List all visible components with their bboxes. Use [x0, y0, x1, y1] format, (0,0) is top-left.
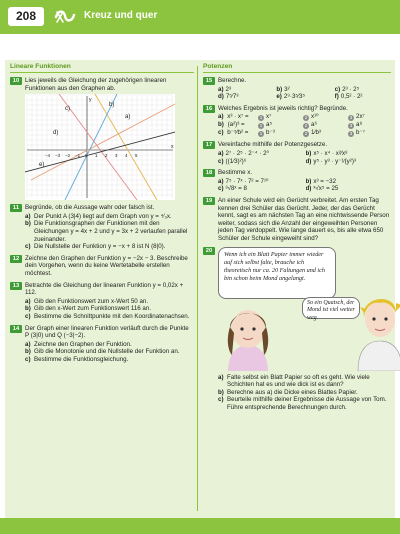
task-14: [10, 325, 194, 364]
subtask-c: c) Die Nullstelle der Funktion y = −x + 8 ist N (8|0).: [25, 243, 166, 251]
item-b: b) x³ = −32: [305, 177, 337, 185]
item-d: d) y⁵ · y³ · y⁻¹⁄(y²)³: [305, 157, 356, 165]
choice-row-b: b) (a²)³ = 1 a⁵ 2 a⁶ 3 a⁸: [218, 121, 363, 129]
task-text: An einer Schule wird ein Gerücht verbreitet. Am ersten Tag kennen drei Schüler das Gerücht. Jeder, der das Gerücht kennt, sagt es am nächsten Tag an eine nichtwissende Person weiter, sodass sich die Anzahl der eingeweihten Personen jeden Tag verdoppelt. Wie lange dauert es, bis alle etwa 650 Schüler der Schule eingeweiht sind?: [218, 196, 390, 242]
task-number: 18: [203, 169, 215, 177]
item-c: c) ((1⁄3)²)⁶: [218, 157, 247, 165]
subtask-c: c) Bestimme die Funktionsgleichung.: [25, 355, 129, 363]
choice-row-a: a) x³ · x⁷ = 1 x⁷ 2 x¹⁰ 3 2x⁷: [218, 113, 365, 121]
x-tick-label: 5: [135, 153, 138, 159]
right-column: [203, 63, 391, 415]
option-2-icon: 2: [304, 123, 308, 129]
task-15-items: [218, 86, 391, 101]
option-3-icon: 3: [349, 115, 353, 121]
footer-bar: [0, 518, 400, 534]
option-2-icon: 2: [304, 115, 308, 121]
item-f: f) 0,5² · 2²: [334, 93, 363, 101]
task-text: Bestimme x.: [218, 169, 253, 177]
item-d: d) ˣ√x⁵ = 25: [305, 185, 339, 193]
y-axis-label: y: [89, 97, 92, 104]
x-tick-label: −1: [75, 153, 81, 159]
task-text: Lies jeweils die Gleichung der zugehörigen linearen Funktionen aus den Graphen ab.: [25, 77, 167, 92]
subtask-a: a) Der Punkt A (3|4) liegt auf dem Graph von y = ⁴⁄₃x.: [25, 212, 172, 220]
x-tick-label: −4: [45, 153, 51, 159]
label-a: a): [125, 114, 131, 121]
task-18: [203, 169, 391, 193]
item-b: b) x⁵ · x⁴ · x²⁄x⁸: [305, 149, 348, 157]
subtask-a: a) Gib den Funktionswert zum x-Wert 50 an.: [25, 297, 149, 305]
item-c: c) 2³ · 2⁵: [334, 85, 360, 93]
option-3-icon: 3: [349, 131, 353, 137]
item-b: b) 3²: [276, 85, 290, 93]
label-d: d): [53, 130, 59, 137]
task-number: 13: [10, 282, 22, 290]
task-11: [10, 204, 194, 251]
page-header: [0, 0, 400, 34]
task-18-items: [218, 178, 391, 193]
task-text: Vereinfache mithilfe der Potenzgesetze.: [218, 141, 328, 149]
task-number: 10: [10, 77, 22, 85]
option-3-icon: 3: [349, 123, 353, 129]
x-axis-label: x: [171, 144, 174, 151]
task-number: 11: [10, 204, 22, 212]
subtask-c: c) Bestimme die Schnittpunkte mit den Koordinatenachsen.: [25, 312, 190, 320]
x-tick-label: 2: [105, 153, 108, 159]
task-13: [10, 282, 194, 321]
item-a: a) 2³: [218, 85, 232, 93]
task-12: [10, 255, 194, 278]
subtask-b: b) Die Funktionsgraphen der Funktionen mit den Gleichungen y = 4x + 2 und y = 3x + 2 verlaufen parallel zueinander.: [25, 220, 188, 243]
x-tick-label: −2: [65, 153, 71, 159]
task-number: 14: [10, 325, 22, 333]
item-a: a) 7⁵ · 7ˣ · 7² = 7¹⁰: [218, 177, 269, 185]
task-number: 12: [10, 255, 22, 263]
choice-row-c: c) b⁻⁵⁄b² = 1 b⁻³ 2 1⁄b³ 3 b⁻⁷: [218, 129, 365, 137]
task-number: 17: [203, 141, 215, 149]
option-1-icon: 1: [259, 123, 263, 129]
left-column: [10, 63, 194, 367]
subtask-c: c) Beurteile mithilfe deiner Ergebnisse die Aussage von Tom. Führe entsprechende Berechnungen durch.: [218, 396, 387, 411]
task-15: [203, 77, 391, 101]
task-text: Welches Ergebnis ist jeweils richtig? Begründe.: [218, 104, 348, 112]
x-tick-label: 3: [115, 153, 118, 159]
task-text: Zeichne den Graphen der Funktion y = −2x − 3. Beschreibe dein Vorgehen, wenn du keine Wertetabelle erstellen möchtest.: [25, 254, 188, 277]
subtask-a: a) Zeichne den Graphen der Funktion.: [25, 340, 132, 348]
task-16: [203, 105, 391, 138]
kreuz-und-quer-logo-icon: [54, 8, 76, 25]
x-tick-label: 4: [125, 153, 128, 159]
page-number: 208: [8, 7, 44, 26]
item-d: d) 7⁵⁄7³: [218, 93, 239, 101]
chapter-title: Kreuz und quer: [84, 10, 158, 21]
girl-illustration-icon: [218, 299, 278, 371]
task-19: [203, 197, 391, 243]
item-a: a) 2⁷ · 2⁵ · 2⁻⁴ · 2⁰: [218, 149, 269, 157]
cartoon-illustration: [218, 247, 391, 371]
speech-bubble-girl: So ein Quatsch, der Mond ist viel weiter weg.: [302, 297, 360, 319]
speech-bubble-tom: Wenn ich ein Blatt Papier immer wieder auf sich selbst falte, brauche ich theoretisch nur ca. 20 Faltungen und ich bin schon beim Mond angelangt.: [218, 247, 336, 299]
label-c: c): [65, 106, 70, 113]
task-text: Betrachte die Gleichung der linearen Funktion y = 0,02x + 112.: [25, 281, 184, 297]
function-graph: [25, 94, 175, 200]
task-10: [10, 77, 194, 200]
x-tick-label: 0: [85, 153, 88, 159]
subtask-b: b) Berechne aus a) die Dicke eines Blattes Papier.: [218, 388, 358, 396]
column-divider: [197, 66, 198, 511]
task-text: Der Graph einer linearen Funktion verläuft durch die Punkte P (3|0) und Q (−3|−2).: [25, 324, 189, 340]
item-c: c) ³√8ˣ = 8: [218, 185, 247, 193]
task-number: 19: [203, 197, 215, 205]
task-20: [203, 247, 391, 412]
section-heading-potenzen: Potenzen: [203, 63, 391, 73]
subtask-b: b) Gib den x-Wert zum Funktionswert 116 an.: [25, 305, 152, 313]
x-tick-label: −3: [55, 153, 61, 159]
item-e: e) 2⁹·3⁵⁄3⁵: [276, 93, 306, 101]
task-number: 15: [203, 77, 215, 85]
task-text: Berechne.: [218, 77, 247, 84]
task-17-items: [218, 150, 391, 165]
section-heading-lineare-funktionen: Lineare Funktionen: [10, 63, 194, 73]
task-number: 16: [203, 105, 215, 113]
boy-illustration-icon: [352, 283, 400, 371]
task-text: Begründe, ob die Aussage wahr oder falsch ist.: [25, 204, 155, 212]
x-tick-label: 1: [95, 153, 98, 159]
label-b: b): [109, 102, 115, 109]
option-1-icon: 1: [259, 131, 263, 137]
task-17: [203, 141, 391, 165]
task-number: 20: [203, 247, 215, 255]
subtask-b: b) Gib die Monotonie und die Nullstelle der Funktion an.: [25, 348, 180, 356]
subtask-a: a) Falte selbst ein Blatt Papier so oft es geht. Wie viele Schichten hat es und wie dick ist es dann?: [218, 373, 370, 389]
label-e: e): [39, 162, 45, 169]
option-1-icon: 1: [259, 115, 263, 121]
option-2-icon: 2: [304, 131, 308, 137]
